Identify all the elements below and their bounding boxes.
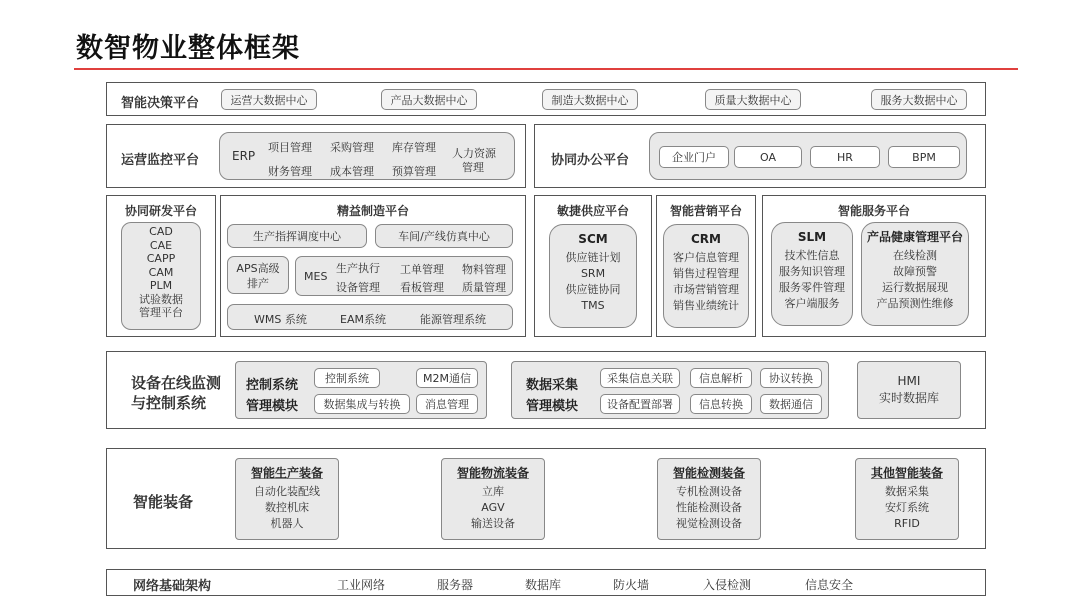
crm-item[interactable]: 销售过程管理: [673, 267, 739, 280]
monitor-control-label-line2: 与控制系统: [131, 394, 207, 412]
ctrl-module-label-line2: 管理模块: [246, 399, 299, 414]
daq-module: [511, 361, 829, 419]
mfg-top-item[interactable]: 生产指挥调度中心: [227, 224, 367, 248]
erp-item[interactable]: 项目管理: [268, 141, 312, 154]
hmi-list: [858, 373, 960, 407]
erp-item[interactable]: 预算管理: [392, 165, 436, 178]
hmi-item[interactable]: 实时数据库: [878, 391, 939, 405]
title-divider: [74, 68, 1018, 70]
equipment-item[interactable]: 数据采集: [885, 485, 929, 498]
erp-item[interactable]: 库存管理: [392, 141, 436, 154]
equipment-group-list: [442, 465, 544, 532]
office-item[interactable]: 企业门户: [659, 146, 729, 168]
equipment-item[interactable]: 安灯系统: [885, 501, 929, 514]
mes-item[interactable]: 工单管理: [400, 263, 444, 276]
erp-label: ERP: [232, 149, 256, 163]
phm-group: [861, 222, 969, 326]
rd-item[interactable]: CAD: [149, 225, 173, 238]
scm-item[interactable]: 供应链协同: [565, 283, 621, 296]
equipment-item[interactable]: 立库: [482, 485, 504, 498]
equipment-item[interactable]: 专机检测设备: [676, 485, 742, 498]
crm-group: [663, 224, 749, 328]
ctrl-module-label-line1: 控制系统: [246, 378, 299, 393]
equipment-group-list: [658, 465, 760, 532]
office-item[interactable]: HR: [810, 146, 880, 168]
slm-item[interactable]: 客户端服务: [784, 297, 840, 310]
svc-panel: [762, 195, 986, 337]
equipment-item[interactable]: 视觉检测设备: [676, 517, 742, 530]
daq-module-label-line1: 数据采集: [526, 378, 579, 393]
mes-label: MES: [304, 270, 328, 283]
office-group: [649, 132, 967, 180]
network-panel: [106, 569, 986, 596]
ctrl-item[interactable]: 消息管理: [416, 394, 478, 414]
aps-line[interactable]: APS高级: [236, 262, 280, 275]
rd-item[interactable]: CAM: [148, 265, 174, 279]
mfg-bottom-box: [227, 304, 513, 330]
phm-head: 产品健康管理平台: [866, 230, 963, 244]
ctrl-module: [235, 361, 487, 419]
daq-item[interactable]: 协议转换: [760, 368, 822, 388]
mfg-bottom-item[interactable]: EAM系统: [340, 313, 386, 326]
decision-item[interactable]: 服务大数据中心: [871, 89, 967, 110]
scm-group: [549, 224, 637, 328]
office-label: 协同办公平台: [551, 153, 630, 168]
rd-item[interactable]: CAPP: [146, 252, 176, 265]
decision-item[interactable]: 制造大数据中心: [542, 89, 638, 110]
equipment-item[interactable]: 数控机床: [265, 501, 309, 514]
scm-label: 敏捷供应平台: [556, 204, 629, 218]
erp-item[interactable]: 财务管理: [268, 165, 312, 178]
crm-list: [664, 231, 748, 314]
mfg-panel: [220, 195, 526, 337]
daq-item[interactable]: 信息转换: [690, 394, 752, 414]
slm-item[interactable]: 服务零件管理: [779, 281, 845, 294]
aps-box: [227, 256, 289, 294]
phm-item[interactable]: 产品预测性维修: [876, 297, 954, 310]
page-title: 数智物业整体框架: [76, 33, 300, 64]
rd-item[interactable]: 试验数据: [139, 292, 183, 306]
mes-item[interactable]: 物料管理: [462, 263, 506, 276]
network-label: 网络基础架构: [133, 579, 212, 594]
network-item[interactable]: 数据库: [525, 578, 562, 592]
rd-panel: [106, 195, 216, 337]
scm-panel: [534, 195, 652, 337]
office-item[interactable]: BPM: [888, 146, 960, 168]
decision-item[interactable]: 质量大数据中心: [705, 89, 801, 110]
aps-line[interactable]: 排产: [247, 277, 269, 290]
office-panel: [534, 124, 986, 188]
mfg-top-item[interactable]: 车间/产线仿真中心: [375, 224, 513, 248]
decision-platform-label: 智能决策平台: [121, 96, 200, 111]
decision-item[interactable]: 产品大数据中心: [381, 89, 477, 110]
scm-item[interactable]: SRM: [580, 267, 606, 280]
phm-item[interactable]: 故障预警: [893, 265, 937, 278]
aps-text: [228, 261, 288, 291]
scm-item[interactable]: 供应链计划: [565, 251, 621, 264]
crm-item[interactable]: 客户信息管理: [673, 251, 739, 264]
mfg-label: 精益制造平台: [336, 204, 409, 218]
rd-group: [121, 222, 201, 330]
equipment-item[interactable]: AGV: [481, 501, 505, 514]
hmi-module: [857, 361, 961, 419]
svc-label: 智能服务平台: [837, 204, 910, 218]
daq-item[interactable]: 信息解析: [690, 368, 752, 388]
erp-item: 管理: [462, 161, 484, 174]
equipment-panel: [106, 448, 986, 549]
scm-item[interactable]: TMS: [581, 299, 605, 312]
daq-item[interactable]: 数据通信: [760, 394, 822, 414]
mfg-bottom-item[interactable]: 能源管理系统: [420, 313, 486, 326]
slm-item[interactable]: 服务知识管理: [779, 265, 845, 278]
erp-item[interactable]: 成本管理: [330, 165, 374, 178]
equipment-group-head: 其他智能装备: [870, 466, 943, 480]
rd-item[interactable]: 管理平台: [139, 306, 183, 319]
crm-label: 智能营销平台: [669, 204, 742, 218]
equipment-group-list: [856, 465, 958, 532]
mfg-bottom-item[interactable]: WMS 系统: [254, 313, 307, 326]
equipment-group-list: [236, 465, 338, 532]
ctrl-item[interactable]: 数据集成与转换: [314, 394, 410, 414]
mes-item[interactable]: 设备管理: [336, 281, 380, 294]
equipment-item[interactable]: 机器人: [270, 517, 304, 530]
mes-box: [295, 256, 513, 296]
slm-head: SLM: [797, 230, 827, 244]
equipment-label: 智能装备: [133, 493, 194, 511]
network-item[interactable]: 信息安全: [805, 578, 854, 592]
equipment-group: [855, 458, 959, 540]
rd-item[interactable]: CAE: [149, 238, 173, 252]
equipment-item[interactable]: 输送设备: [471, 517, 515, 530]
ops-monitor-panel: [106, 124, 526, 188]
network-item[interactable]: 防火墙: [613, 578, 650, 592]
crm-head: CRM: [691, 232, 721, 246]
daq-item[interactable]: 采集信息关联: [600, 368, 680, 388]
ctrl-item[interactable]: M2M通信: [416, 368, 478, 388]
crm-panel: [656, 195, 756, 337]
erp-item[interactable]: 人力资源: [452, 147, 496, 160]
scm-head: SCM: [578, 232, 608, 246]
network-item[interactable]: 服务器: [437, 578, 474, 592]
equipment-group-head: 智能生产装备: [250, 466, 323, 480]
rd-label: 协同研发平台: [124, 204, 197, 218]
ops-monitor-label: 运营监控平台: [121, 153, 200, 168]
mes-item[interactable]: 生产执行: [336, 262, 380, 275]
monitor-control-label-line1: 设备在线监测: [131, 374, 222, 392]
mes-item[interactable]: 看板管理: [400, 281, 444, 294]
network-item[interactable]: 工业网络: [337, 578, 386, 592]
monitor-control-panel: [106, 351, 986, 429]
slm-list: [772, 229, 852, 312]
ctrl-item[interactable]: 控制系统: [314, 368, 380, 388]
hmi-item[interactable]: HMI: [897, 374, 921, 388]
slm-group: [771, 222, 853, 326]
mes-item[interactable]: 质量管理: [462, 281, 506, 294]
erp-group: [219, 132, 515, 180]
equipment-group: [657, 458, 761, 540]
phm-item[interactable]: 在线检测: [893, 249, 937, 262]
equipment-item[interactable]: 自动化装配线: [254, 485, 320, 498]
rd-item[interactable]: PLM: [149, 279, 173, 292]
equipment-group-head: 智能物流装备: [456, 466, 529, 480]
daq-module-label-line2: 管理模块: [526, 399, 579, 414]
equipment-group: [235, 458, 339, 540]
equipment-group: [441, 458, 545, 540]
crm-item[interactable]: 市场营销管理: [673, 283, 739, 296]
phm-item[interactable]: 运行数据展现: [882, 281, 948, 294]
equipment-item[interactable]: RFID: [894, 517, 920, 530]
scm-list: [550, 231, 636, 314]
office-item[interactable]: OA: [734, 146, 802, 168]
phm-list: [862, 229, 968, 312]
slm-item[interactable]: 技术性信息: [784, 249, 840, 262]
equipment-group-head: 智能检测装备: [672, 466, 745, 480]
crm-item[interactable]: 销售业绩统计: [673, 299, 739, 312]
daq-item[interactable]: 设备配置部署: [600, 394, 680, 414]
erp-item[interactable]: 采购管理: [330, 141, 374, 154]
decision-platform-panel: [106, 82, 986, 116]
decision-item[interactable]: 运营大数据中心: [221, 89, 317, 110]
rd-list: [122, 225, 200, 320]
equipment-item[interactable]: 性能检测设备: [676, 501, 742, 514]
network-item[interactable]: 入侵检测: [703, 578, 752, 592]
